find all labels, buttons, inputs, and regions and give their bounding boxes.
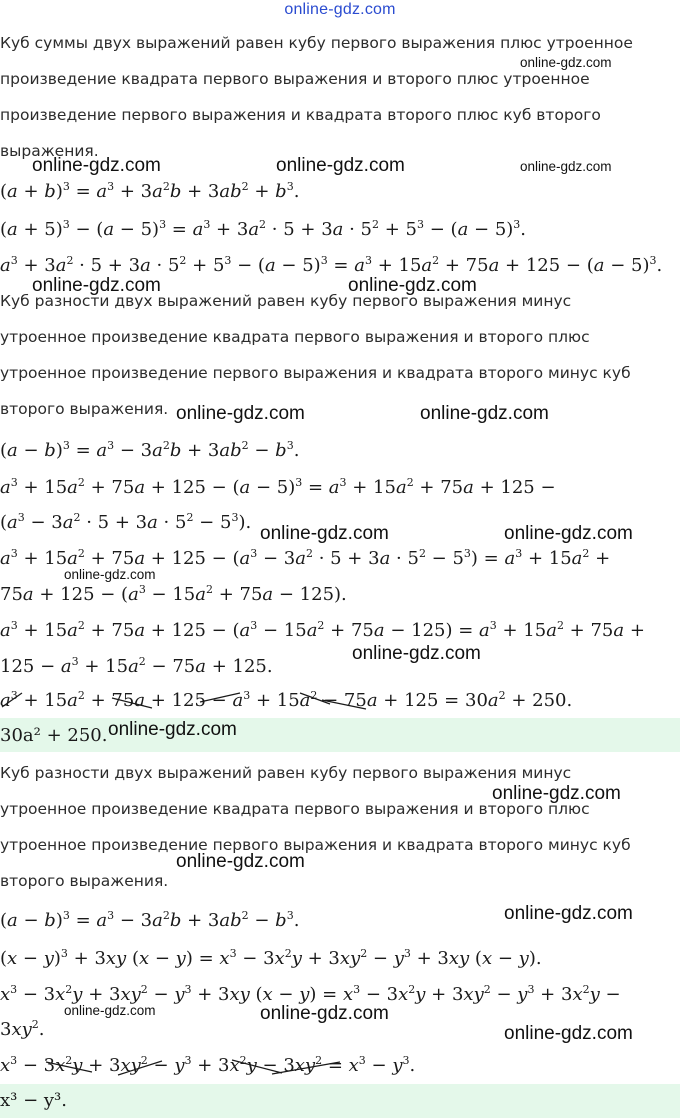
rule-text-line: произведение квадрата первого выражения и второго плюс утроенное [0,70,590,88]
watermark: online-gdz.com [64,567,156,582]
rule-text-line: утроенное произведение первого выражения и квадрата второго минус куб [0,364,631,382]
watermark: online-gdz.com [260,1003,389,1024]
rule-text-line: утроенное произведение квадрата первого выражения и второго плюс [0,800,590,818]
answer-value: x³ − y³. [0,1090,67,1111]
rule-text-line: Куб суммы двух выражений равен кубу первого выражения плюс утроенное [0,34,633,52]
rule-text-line: Куб разности двух выражений равен кубу первого выражения минус [0,764,572,782]
watermark: online-gdz.com [520,159,612,174]
rule-text-line: утроенное произведение первого выражения и квадрата второго минус куб [0,836,631,854]
watermark: online-gdz.com [504,903,633,924]
answer-value: 30a² + 250. [0,725,108,746]
formula-line: $a^3 + 15a^2 + 75a + 125 - (a^3 - 3a^2 \cdot 5 + 3a \cdot 5^2 - 5^3) = a^3 + 15a^2$ + [0,547,611,569]
formula-line: $a^3 + 3a^2 \cdot 5 + 3a \cdot 5^2 + 5^3 - (a - 5)^3 = a^3 + 15a^2 + 75a + 125 - (a - 5)^3$. [0,254,663,276]
formula-line: $a^3 + 15a^2 + 75a + 125 - (a^3 - 15a^2 + 75a - 125) = a^3 + 15a^2 + 75a$ + [0,619,645,641]
rule-text-line: второго выражения. [0,400,169,418]
rule-text-line: утроенное произведение квадрата первого выражения и второго плюс [0,328,590,346]
watermark: online-gdz.com [64,1003,156,1018]
formula-line: $x^3 - 3x^2y + 3xy^2 - y^3 + 3xy$ $(x - y) = x^3 - 3x^2y + 3xy^2 - y^3 + 3x^2y$ − [0,983,621,1005]
watermark: online-gdz.com [276,155,405,176]
formula-line: $(a + b)^3 = a^3 + 3a^2b + 3ab^2 + b^3$. [0,180,300,202]
formula-line: $(a - b)^3 = a^3 - 3a^2b + 3ab^2 - b^3$. [0,909,300,931]
watermark: online-gdz.com [176,403,305,424]
formula-line: $(x - y)^3 + 3xy$ $(x - y) = x^3 - 3x^2y + 3xy^2 - y^3 + 3xy$ (x − y). [0,947,542,969]
watermark: online-gdz.com [420,403,549,424]
formula-line: $(a^3 - 3a^2 \cdot 5 + 3a \cdot 5^2 - 5^3)$. [0,511,252,533]
rule-text-line: второго выражения. [0,872,169,890]
formula-line: $125 - a^3 + 15a^2 - 75a + 125$. [0,655,273,677]
answer-highlight [0,1084,680,1118]
formula-line: $75a + 125 - (a^3 - 15a^2 + 75a - 125)$. [0,583,347,605]
watermark: online-gdz.com [520,55,612,70]
watermark: online-gdz.com [32,275,161,296]
rule-text-line: Куб разности двух выражений равен кубу первого выражения минус [0,292,572,310]
formula-line: $3xy^2$. [0,1018,45,1040]
watermark: online-gdz.com [352,643,481,664]
rule-text-line: произведение первого выражения и квадрата второго плюс куб второго [0,106,601,124]
formula-line: $a^3 + 15a^2 + 75a + 125 - (a - 5)^3 = a^3 + 15a^2 + 75a + 125$ − [0,476,556,498]
rule-text-line: выражения. [0,142,99,160]
watermark: online-gdz.com [108,719,237,740]
answer-text [0,725,107,747]
formula-line: $(a + 5)^3 - (a - 5)^3 = a^3 + 3a^2 \cdot 5 + 3a \cdot 5^2 + 5^3 - (a - 5)^3$. [0,218,527,240]
watermark: online-gdz.com [348,275,477,296]
formula-line-cancelled: $a^3 + 15a^2 + 75a + 125 - a^3 + 15a^2 - 75a + 125 = 30a^2 + 250$. [0,689,573,711]
watermark: online-gdz.com [32,155,161,176]
watermark: online-gdz.com [492,783,621,804]
site-header-link[interactable]: online-gdz.com [284,1,396,18]
watermark: online-gdz.com [176,851,305,872]
watermark: online-gdz.com [260,523,389,544]
watermark: online-gdz.com [504,523,633,544]
watermark: online-gdz.com [504,1023,633,1044]
answer-text [0,1090,67,1112]
formula-line: $(a - b)^3 = a^3 - 3a^2b + 3ab^2 - b^3$. [0,439,300,461]
formula-line-cancelled: $x^3 - 3x^2y + 3xy^2 - y^3 + 3x^2y - 3xy^2 = x^3 - y^3$. [0,1054,416,1076]
